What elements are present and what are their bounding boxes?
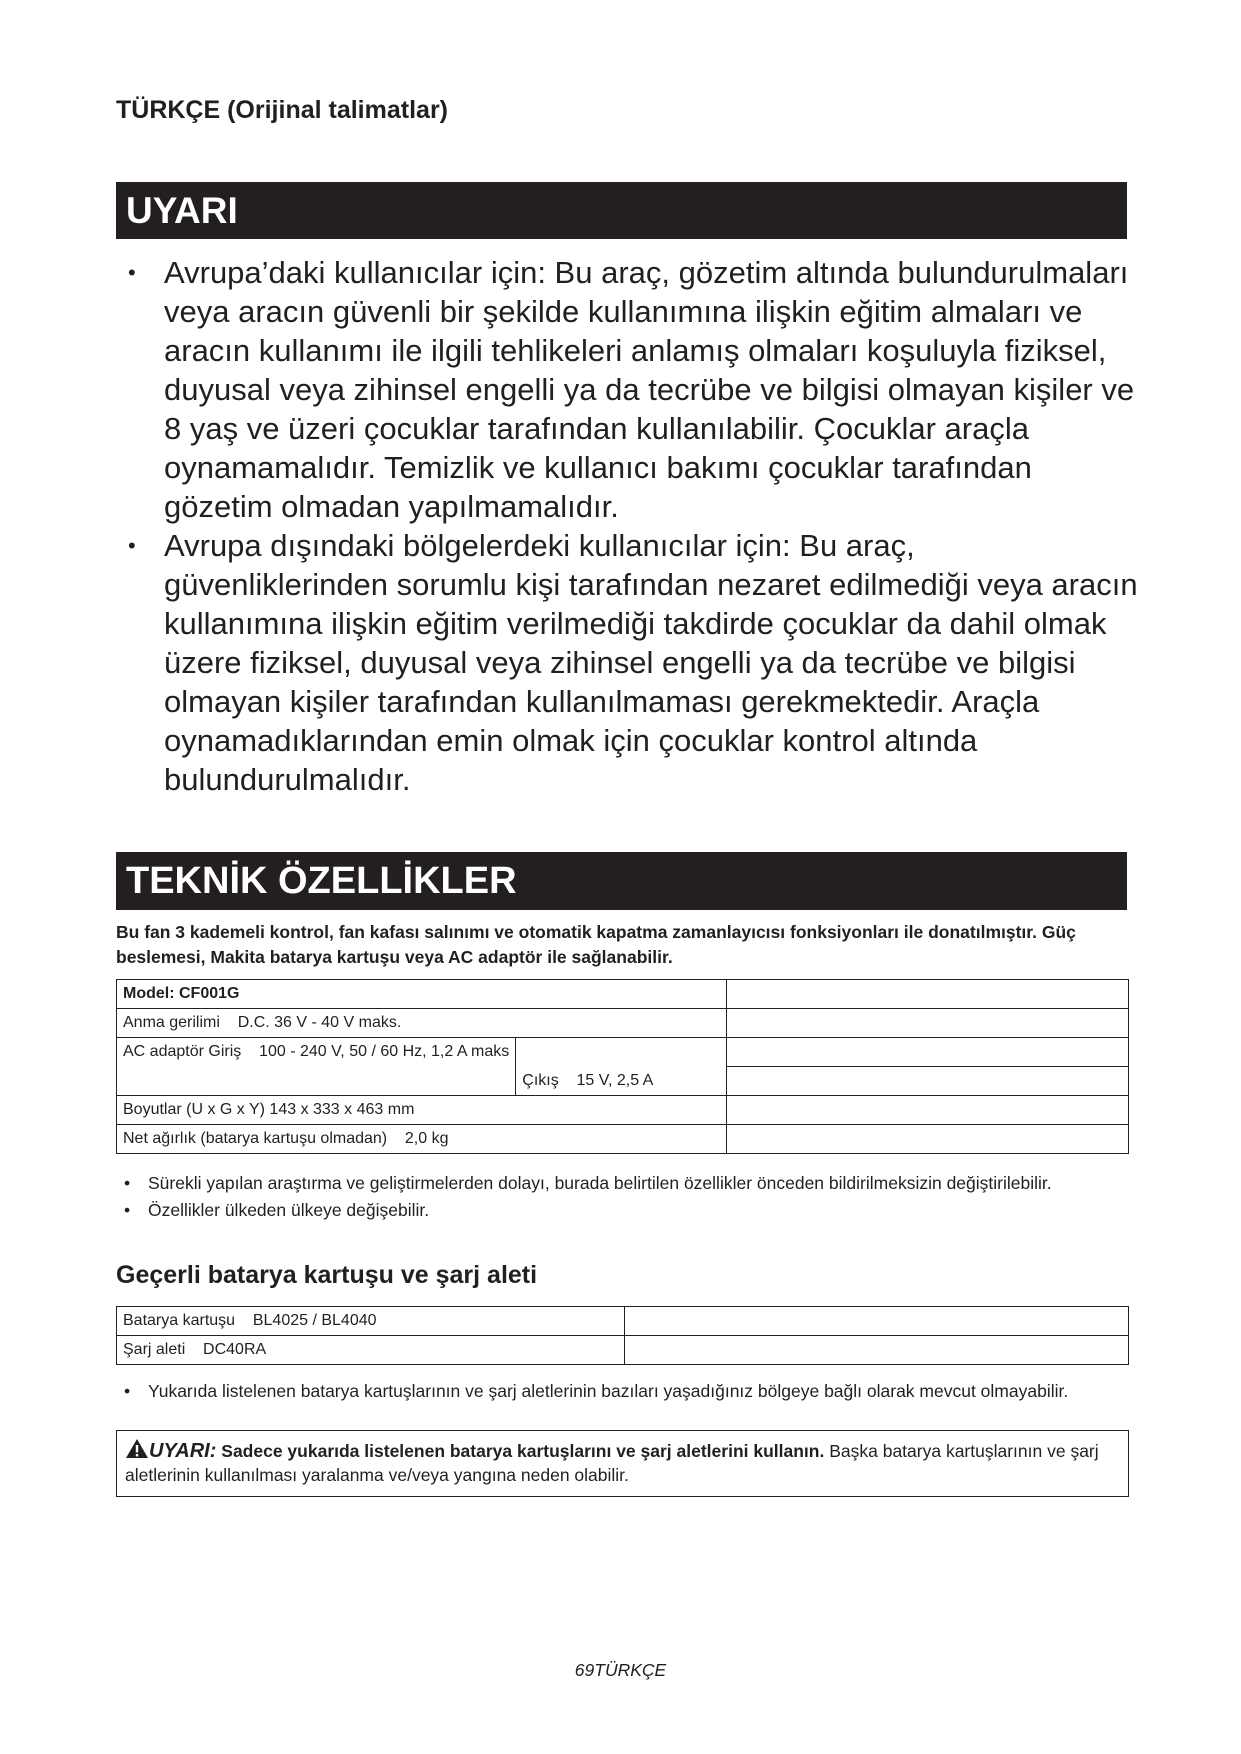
empty-cell: [516, 1038, 727, 1067]
battery-label: Batarya kartuşu: [123, 1312, 236, 1329]
spec-table: [116, 979, 1129, 1154]
warning-item: [116, 253, 1146, 526]
table-row: [117, 1125, 1129, 1154]
warning-list: [116, 253, 1146, 799]
rated-voltage-label: Anma gerilimi: [123, 1014, 220, 1031]
rated-voltage-value: D.C. 36 V - 40 V maks.: [237, 1014, 402, 1031]
empty-cell: [727, 1096, 1129, 1125]
ac-output-cell: [516, 1067, 727, 1096]
table-row: [117, 1038, 1129, 1067]
bullet-icon: •: [124, 1200, 131, 1220]
list-item: [116, 1380, 1116, 1402]
warning-text: Başka batarya kartuşlarının ve şarj aletlerinin kullanılması yaralanma ve/veya yangına neden olabilir.: [125, 1441, 1099, 1485]
table-row: [117, 1096, 1129, 1125]
empty-cell: [624, 1307, 1128, 1336]
dimensions-value: 143 x 333 x 463 mm: [269, 1101, 415, 1118]
battery-notes: [116, 1380, 1116, 1407]
warning-triangle-icon: [125, 1438, 149, 1459]
list-item: [116, 1199, 1116, 1221]
battery-warning-box: [116, 1430, 1129, 1497]
warning-item: [116, 526, 1146, 799]
bullet-icon: •: [124, 1173, 131, 1193]
battery-value: BL4025 / BL4040: [252, 1312, 377, 1329]
battery-section-title: Geçerli batarya kartuşu ve şarj aleti: [116, 1261, 538, 1289]
charger-label: Şarj aleti: [123, 1341, 186, 1358]
ac-input-label: AC adaptör Giriş: [123, 1043, 242, 1061]
empty-cell: [624, 1336, 1128, 1365]
warning-bold-text: Sadece yukarıda listelenen batarya kartuşlarını ve şarj aletlerini kullanın.: [221, 1441, 825, 1461]
rated-voltage-cell: [117, 1009, 727, 1038]
ac-output-value: 15 V, 2,5 A: [576, 1071, 654, 1089]
page-footer: [0, 1660, 1241, 1681]
net-weight-value: 2,0 kg: [404, 1130, 449, 1147]
footer-language: TÜRKÇE: [594, 1660, 667, 1680]
warning-text: Avrupa dışındaki bölgelerdeki kullanıcılar için: Bu araç, güvenliklerinden sorumlu kişi tarafından nezaret edilmediği veya aracın kullanımına ilişkin eğitim verilmediği takdirde çocuklar da dahil olmak üzere fiziksel, duyusal veya zihinsel engelli ya da tecrübe ve bilgisi olmayan kişiler tarafından kullanılmaması gerekmektedir. Araçla oynamadıklarından emin olmak için çocuklar kontrol altında bulundurulmalıdır.: [164, 528, 1138, 797]
spec-notes: [116, 1172, 1116, 1226]
bullet-icon: •: [124, 1381, 131, 1401]
model-cell: Model: CF001G: [117, 980, 727, 1009]
bullet-icon: •: [128, 260, 136, 285]
battery-cell: [117, 1307, 625, 1336]
table-row: [117, 980, 1129, 1009]
empty-cell: [727, 1038, 1129, 1067]
bullet-icon: •: [128, 533, 136, 558]
spec-section-title: TEKNİK ÖZELLİKLER: [116, 852, 1127, 910]
dimensions-label: Boyutlar (U x G x Y): [123, 1101, 265, 1118]
note-text: Sürekli yapılan araştırma ve geliştirmelerden dolayı, burada belirtilen özellikler önceden bildirilmeksizin değiştirilebilir.: [148, 1173, 1052, 1193]
table-row: [117, 1009, 1129, 1038]
note-text: Özellikler ülkeden ülkeye değişebilir.: [148, 1200, 430, 1220]
table-row: [117, 1336, 1129, 1365]
warning-text: Avrupa’daki kullanıcılar için: Bu araç, gözetim altında bulundurulmaları veya aracın güvenli bir şekilde kullanımına ilişkin eğitim almaları ve aracın kullanımı ile ilgili tehlikeleri anlamış olmaları koşuluyla fiziksel, duyusal veya zihinsel engelli ya da tecrübe ve bilgisi olmayan kişiler ve 8 yaş ve üzeri çocuklar tarafından kullanılabilir. Çocuklar araçla oynamamalıdır. Temizlik ve kullanıcı bakımı çocuklar tarafından gözetim olmadan yapılmamalıdır.: [164, 255, 1135, 524]
ac-output-label: Çıkış: [522, 1071, 559, 1089]
battery-table: [116, 1306, 1129, 1365]
table-row: [117, 1067, 1129, 1096]
net-weight-label: Net ağırlık (batarya kartuşu olmadan): [123, 1130, 388, 1147]
ac-input-cell: [117, 1038, 516, 1067]
empty-cell: [727, 1067, 1129, 1096]
ac-input-value: 100 - 240 V, 50 / 60 Hz, 1,2 A maks: [259, 1043, 510, 1061]
charger-value: DC40RA: [203, 1341, 267, 1358]
warning-label: UYARI:: [149, 1440, 217, 1462]
empty-cell: [727, 1125, 1129, 1154]
note-text: Yukarıda listelenen batarya kartuşlarının ve şarj aletlerinin bazıları yaşadığınız bölgeye bağlı olarak mevcut olmayabilir.: [148, 1381, 1069, 1401]
spec-intro: Bu fan 3 kademeli kontrol, fan kafası salınımı ve otomatik kapatma zamanlayıcısı fonksiyonları ile donatılmıştır. Güç beslemesi, Makita batarya kartuşu veya AC adaptör ile sağlanabilir.: [116, 922, 1076, 967]
net-weight-cell: [117, 1125, 727, 1154]
list-item: [116, 1172, 1116, 1194]
empty-cell: [117, 1067, 516, 1096]
empty-cell: [727, 1009, 1129, 1038]
document-language-title: TÜRKÇE (Orijinal talimatlar): [116, 96, 448, 124]
charger-cell: [117, 1336, 625, 1365]
empty-cell: [727, 980, 1129, 1009]
warning-section-title: UYARI: [116, 182, 1127, 239]
page-number: 69: [574, 1660, 595, 1680]
table-row: [117, 1307, 1129, 1336]
dimensions-cell: [117, 1096, 727, 1125]
